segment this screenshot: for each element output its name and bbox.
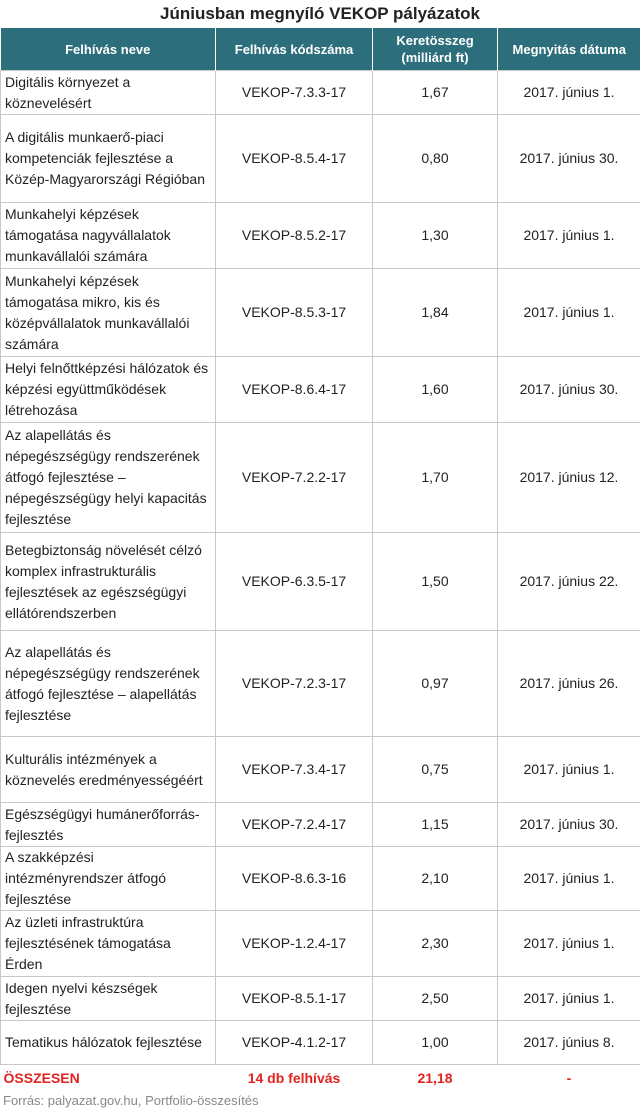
cell-name: Munkahelyi képzések támogatása mikro, kis és középvállalatok munkavállalói számára [1,269,216,357]
cell-code: VEKOP-8.5.2-17 [216,203,373,269]
table-row [1,357,640,423]
table-body [1,71,640,1092]
table-row [1,203,640,269]
cell-date: 2017. június 30. [498,357,640,423]
total-amount: 21,18 [417,1070,453,1086]
table-row [1,115,640,203]
cell-name: A szakképzési intézményrendszer átfogó fejlesztése [1,847,216,911]
table-row [1,269,640,357]
cell-amount: 2,10 [373,847,498,911]
cell-name: Munkahelyi képzések támogatása nagyvállalatok munkavállalói számára [1,203,216,269]
cell-code: VEKOP-7.2.4-17 [216,803,373,847]
cell-name: Egészségügyi humánerőforrás-fejlesztés [1,803,216,847]
cell-amount: 1,70 [373,423,498,533]
cell-amount: 0,97 [373,631,498,737]
cell-code: VEKOP-8.5.3-17 [216,269,373,357]
cell-date: 2017. június 1. [498,269,640,357]
table-row [1,533,640,631]
cell-name: Betegbiztonság növelését célzó komplex infrastrukturális fejlesztések az egészségügyi ellátórendszerben [1,533,216,631]
cell-amount: 0,75 [373,737,498,803]
cell-code: VEKOP-7.3.3-17 [216,71,373,115]
cell-date: 2017. június 30. [498,115,640,203]
cell-date: 2017. június 1. [498,203,640,269]
total-row [1,1065,640,1092]
cell-name: Kulturális intézmények a köznevelés eredményességéért [1,737,216,803]
cell-date: 2017. június 1. [498,911,640,977]
table-row [1,71,640,115]
cell-amount: 2,30 [373,911,498,977]
total-label: ÖSSZESEN [3,1070,80,1086]
cell-name: Az üzleti infrastruktúra fejlesztésének támogatása Érden [1,911,216,977]
cell-amount: 1,00 [373,1021,498,1065]
cell-code: VEKOP-7.3.4-17 [216,737,373,803]
cell-name: Az alapellátás és népegészségügy rendszerének átfogó fejlesztése – alapellátás fejlesztése [1,631,216,737]
table-row [1,631,640,737]
cell-date: 2017. június 22. [498,533,640,631]
cell-amount: 1,15 [373,803,498,847]
table-row [1,803,640,847]
cell-code: VEKOP-8.6.4-17 [216,357,373,423]
cell-code: VEKOP-6.3.5-17 [216,533,373,631]
cell-code: VEKOP-4.1.2-17 [216,1021,373,1065]
cell-code: VEKOP-8.5.4-17 [216,115,373,203]
page-title: Júniusban megnyíló VEKOP pályázatok [160,4,480,23]
cell-amount: 0,80 [373,115,498,203]
cell-date: 2017. június 1. [498,847,640,911]
cell-date: 2017. június 26. [498,631,640,737]
cell-date: 2017. június 1. [498,977,640,1021]
cell-name: Idegen nyelvi készségek fejlesztése [1,977,216,1021]
cell-name: Tematikus hálózatok fejlesztése [1,1021,216,1065]
cell-name: A digitális munkaerő-piaci kompetenciák fejlesztése a Közép-Magyarországi Régióban [1,115,216,203]
cell-name: Az alapellátás és népegészségügy rendszerének átfogó fejlesztése – népegészségügy helyi kapacitás fejlesztése [1,423,216,533]
cell-amount: 1,50 [373,533,498,631]
cell-amount: 2,50 [373,977,498,1021]
table-row [1,911,640,977]
table-row [1,977,640,1021]
cell-name: Helyi felnőttképzési hálózatok és képzési együttműködések létrehozása [1,357,216,423]
cell-code: VEKOP-8.5.1-17 [216,977,373,1021]
cell-code: VEKOP-7.2.2-17 [216,423,373,533]
table-row [1,737,640,803]
cell-code: VEKOP-8.6.3-16 [216,847,373,911]
cell-date: 2017. június 1. [498,71,640,115]
cell-amount: 1,67 [373,71,498,115]
header-amount-line1: Keretösszeg [396,33,474,48]
calls-table [0,28,640,1091]
cell-date: 2017. június 1. [498,737,640,803]
cell-code: VEKOP-1.2.4-17 [216,911,373,977]
cell-code: VEKOP-7.2.3-17 [216,631,373,737]
header-name: Felhívás neve [1,28,216,71]
total-count: 14 db felhívás [247,1070,341,1086]
table-row [1,847,640,911]
table-header-row [1,28,640,71]
total-date: - [566,1070,572,1086]
source-note: Forrás: palyazat.gov.hu, Portfolio-összesítés [3,1093,259,1108]
cell-date: 2017. június 30. [498,803,640,847]
cell-amount: 1,30 [373,203,498,269]
cell-amount: 1,84 [373,269,498,357]
table-row [1,1021,640,1065]
header-amount [373,28,498,71]
table-row [1,423,640,533]
cell-date: 2017. június 8. [498,1021,640,1065]
header-code: Felhívás kódszáma [216,28,373,71]
cell-name: Digitális környezet a köznevelésért [1,71,216,115]
header-amount-line2: (milliárd ft) [401,50,469,65]
header-date: Megnyitás dátuma [498,28,640,71]
cell-amount: 1,60 [373,357,498,423]
cell-date: 2017. június 12. [498,423,640,533]
